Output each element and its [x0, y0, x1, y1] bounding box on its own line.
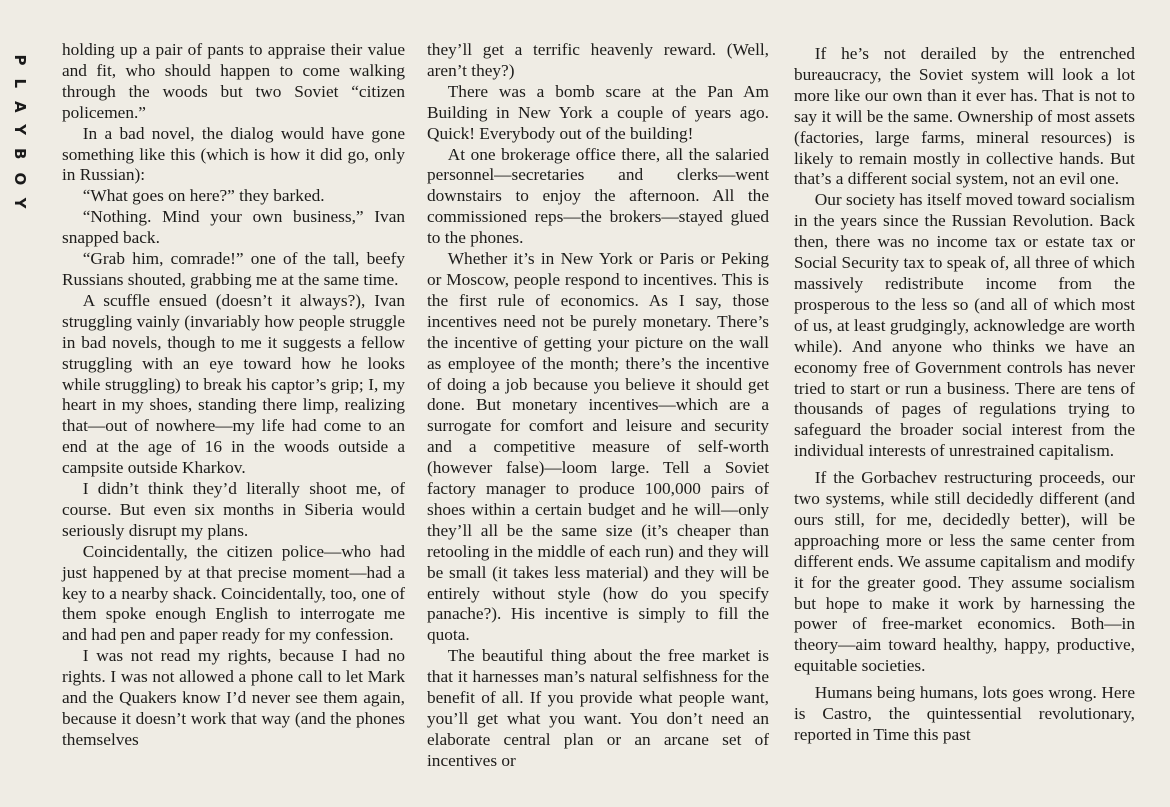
paragraph: I didn’t think they’d literally shoot me, of course. But even six months in Siberia would seriously disrupt my plans.	[62, 479, 405, 540]
paragraph: The beautiful thing about the free market is that it harnesses man’s natural selfishness for the benefit of all. If you provide what people want, you’ll get what you want. You don’t need an elaborate central plan or an arcane set of incentives or	[427, 646, 769, 770]
paragraph: “Grab him, comrade!” one of the tall, beefy Russians shouted, grabbing me at the same time.	[62, 249, 405, 289]
text-column-1	[62, 40, 405, 751]
paragraph: holding up a pair of pants to appraise their value and fit, who should happen to come walking through the woods but two Soviet “citizen policemen.”	[62, 40, 405, 122]
paragraph: A scuffle ensued (doesn’t it always?), Ivan struggling vainly (invariably how people struggle in bad novels, though to me it suggests a fellow struggling with an eye toward how he looks while struggling) to break his captor’s grip; I, my heart in my shoes, standing there limp, realizing that—out of nowhere—my life had come to an end at the age of 16 in the woods outside a campsite outside Kharkov.	[62, 290, 405, 478]
paragraph: Coincidentally, the citizen police—who had just happened by at that precise moment—had a key to a nearby shack. Coincidentally, too, one of them spoke enough English to interrogate me and had pen and paper ready for my confession.	[62, 541, 405, 645]
paragraph: If the Gorbachev restructuring proceeds, our two systems, while still decidedly different (and ours still, for me, decidedly better), will be approaching more or less the same center from different ends. We assume capitalism and modify it for the greater good. They assume socialism but hope to make it work by harnessing the power of free-market economics. Both—in theory—aim toward healthy, happy, productive, equitable societies.	[794, 468, 1135, 676]
paragraph: If he’s not derailed by the entrenched bureaucracy, the Soviet system will look a lot more like our own than it ever has. That is not to say it will be the same. Ownership of most assets (factories, large farms, mineral resources) is likely to remain mostly in collective hands. But that’s a different social system, not an evil one.	[794, 44, 1135, 189]
text-column-2	[427, 40, 769, 772]
paragraph: “What goes on here?” they barked.	[82, 186, 325, 206]
paragraph: There was a bomb scare at the Pan Am Building in New York a couple of years ago. Quick! Everybody out of the building!	[427, 81, 769, 143]
paragraph: Whether it’s in New York or Paris or Peking or Moscow, people respond to incentives. This is the first rule of economics. As I say, those incentives need not be purely monetary. There’s the incentive of getting your picture on the wall as employee of the month; there’s the incentive of doing a job because you believe it should get done. But monetary incentives—which are a surrogate for comfort and leisure and security and a competitive measure of self-worth (however false)—loom large. Tell a Soviet factory manager to produce 100,000 pairs of shoes within a certain budget and he will—only they’ll all be the same size (it’s cheaper than retooling in the middle of each run) and they will be small (it takes less material) and they will be entirely without style (how do you specify panache?). His incentive is simply to fill the quota.	[427, 249, 769, 645]
paragraph: I was not read my rights, because I had no rights. I was not allowed a phone call to let Mark and the Quakers know I’d never see them again, because it doesn’t work that way (and the phones themselves	[62, 646, 405, 749]
magazine-name: PLAYBOY	[11, 54, 29, 222]
paragraph: At one brokerage office there, all the salaried personnel—secretaries and clerks—went downstairs to enjoy the afternoon. All the commissioned reps—the brokers—stayed glued to the phones.	[427, 144, 769, 248]
paragraph: they’ll get a terrific heavenly reward. (Well, aren’t they?)	[427, 40, 769, 80]
paragraph: Our society has itself moved toward socialism in the years since the Russian Revolution. Back then, there was no income tax or estate tax or Social Security tax to speak of, all three of which massively redistribute income from the prosperous to the less so (and all of which most of us, at least grudgingly, acknowledge are worth while). And anyone who thinks we have an economy free of Government controls has never tried to start or run a business. There are tens of thousands of pages of regulations trying to safeguard the broader social interest from the individual interests of unrestrained capitalism.	[794, 190, 1135, 461]
text-column-3	[794, 44, 1135, 746]
paragraph: In a bad novel, the dialog would have gone something like this (which is how it did go, only in Russian):	[62, 123, 405, 185]
paragraph: Humans being humans, lots goes wrong. Here is Castro, the quintessential revolutionary, reported in Time this past	[794, 683, 1135, 744]
magazine-spine	[0, 40, 40, 240]
paragraph: “Nothing. Mind your own business,” Ivan snapped back.	[62, 207, 405, 248]
